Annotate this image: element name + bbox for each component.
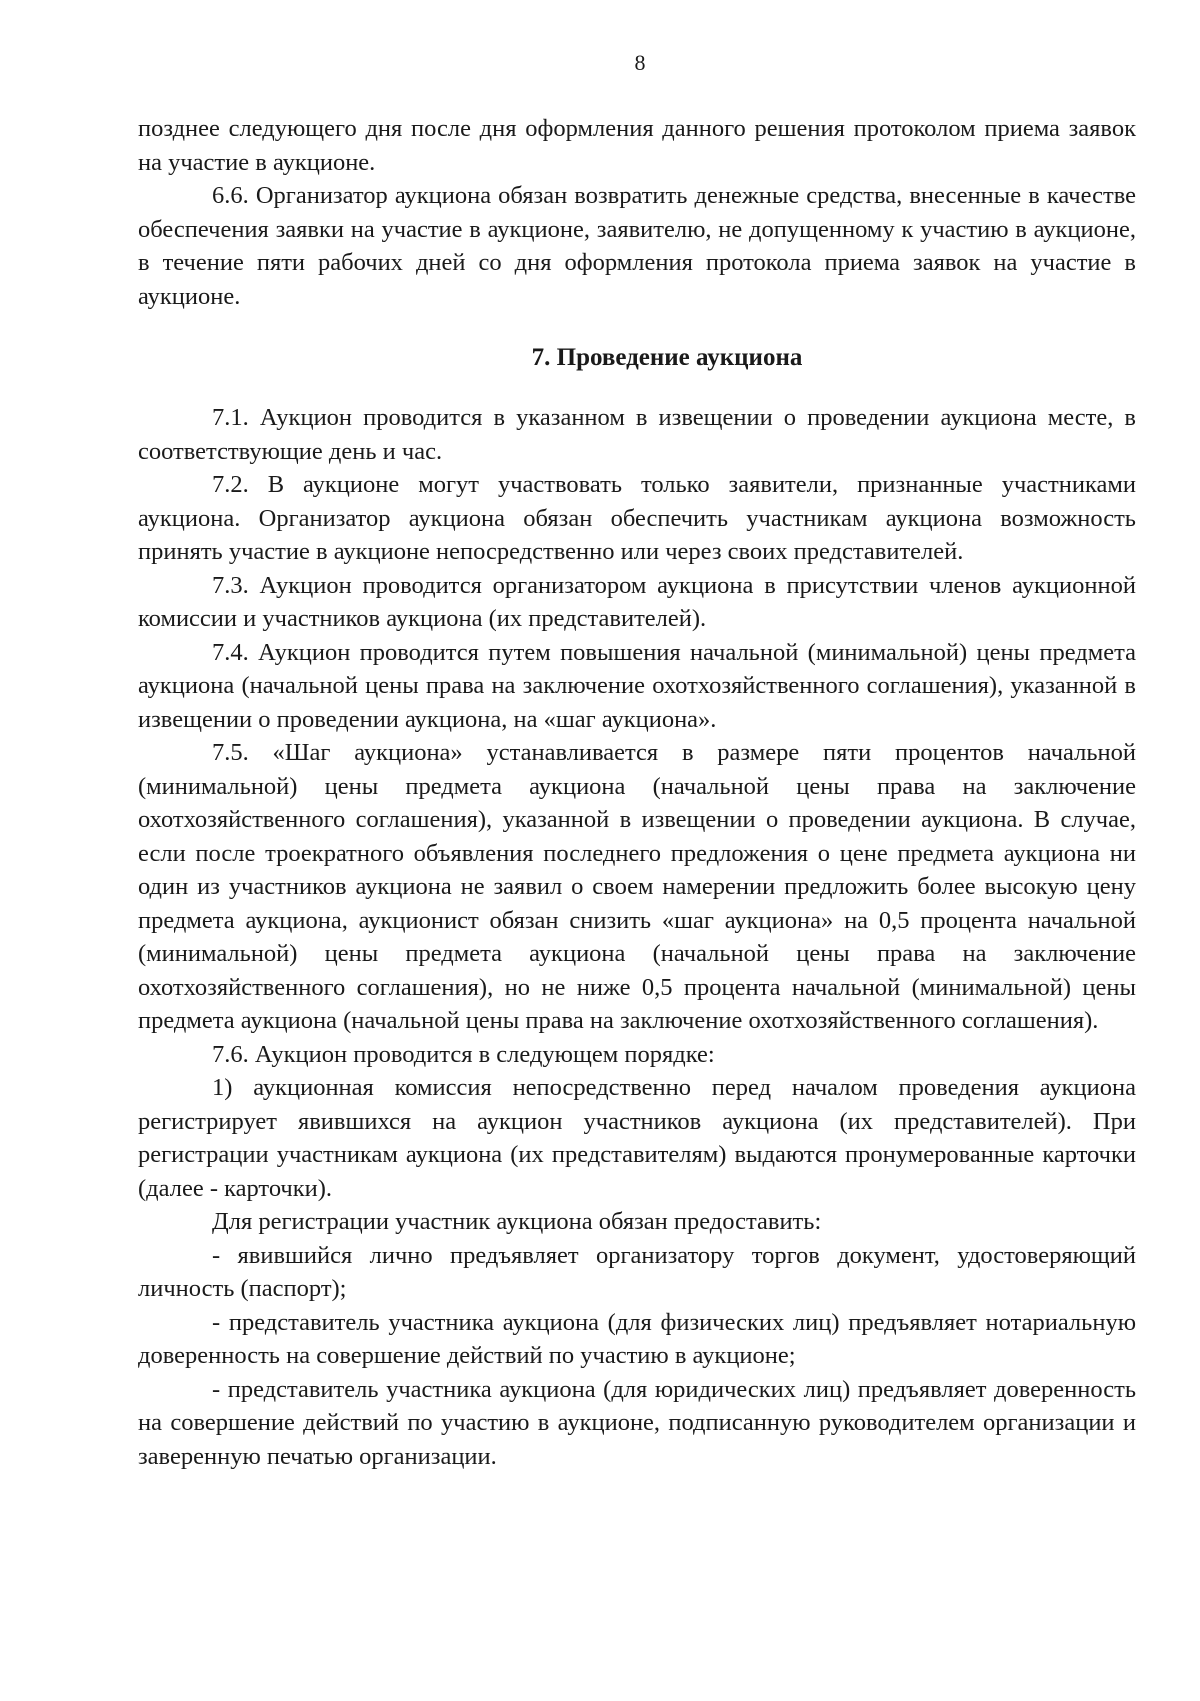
registration-item-personal: - явившийся лично предъявляет организатору торгов документ, удостоверяющий личность (паспорт); bbox=[138, 1241, 1136, 1302]
paragraph-7-4: 7.4. Аукцион проводится путем повышения начальной (минимальной) цены предмета аукциона (начальной цены права на заключение охотхозяйственного соглашения), указанной в извещении о проведении аукциона, на «шаг аукциона». bbox=[138, 638, 1136, 733]
registration-item-individual-representative: - представитель участника аукциона (для физических лиц) предъявляет нотариальную доверенность на совершение действий по участию в аукционе; bbox=[138, 1308, 1136, 1369]
paragraph-7-6-1: 1) аукционная комиссия непосредственно перед началом проведения аукциона регистрирует явившихся на аукцион участников аукциона (их представителей). При регистрации участникам аукциона (их представителям) выдаются пронумерованные карточки (далее - карточки). bbox=[138, 1074, 1136, 1202]
paragraph-7-1: 7.1. Аукцион проводится в указанном в извещении о проведении аукциона месте, в соответствующие день и час. bbox=[138, 404, 1136, 465]
page-number: 8 bbox=[634, 50, 646, 75]
intro-paragraph: позднее следующего дня после дня оформления данного решения протоколом приема заявок на участие в аукционе. bbox=[138, 115, 1136, 176]
paragraph-7-3: 7.3. Аукцион проводится организатором аукциона в присутствии членов аукционной комиссии и участников аукциона (их представителей). bbox=[138, 571, 1136, 632]
registration-item-legal-representative: - представитель участника аукциона (для юридических лиц) предъявляет доверенность на совершение действий по участию в аукционе, подписанную руководителем организации и заверенную печатью организации. bbox=[138, 1375, 1136, 1470]
paragraph-registration: Для регистрации участник аукциона обязан предоставить: bbox=[212, 1208, 822, 1235]
paragraph-7-2: 7.2. В аукционе могут участвовать только заявители, признанные участниками аукциона. Организатор аукциона обязан обеспечить участникам аукциона возможность принять участие в аукционе непосредственно или через своих представителей. bbox=[138, 471, 1136, 565]
paragraph-7-6: 7.6. Аукцион проводится в следующем порядке: bbox=[212, 1040, 715, 1068]
document-body bbox=[138, 112, 1136, 1473]
paragraph-6-6: 6.6. Организатор аукциона обязан возвратить денежные средства, внесенные в качестве обеспечения заявки на участие в аукционе, заявителю, не допущенному к участию в аукционе, в течение пяти рабочих дней со дня оформления протокола приема заявок на участие в аукционе. bbox=[138, 182, 1136, 310]
paragraph-7-5: 7.5. «Шаг аукциона» устанавливается в размере пяти процентов начальной (минимальной) цены предмета аукциона (начальной цены права на заключение охотхозяйственного соглашения), указанной в извещении о проведении аукциона. В случае, если после троекратного объявления последнего предложения о цене предмета аукциона ни один из участников аукциона не заявил о своем намерении предложить более высокую цену предмета аукциона, аукционист обязан снизить «шаг аукциона» на 0,5 процента начальной (минимальной) цены предмета аукциона (начальной цены права на заключение охотхозяйственного соглашения), но не ниже 0,5 процента начальной (минимальной) цены предмета аукциона (начальной цены права на заключение охотхозяйственного соглашения). bbox=[138, 739, 1136, 1034]
section-title: 7. Проведение аукциона bbox=[531, 344, 803, 371]
